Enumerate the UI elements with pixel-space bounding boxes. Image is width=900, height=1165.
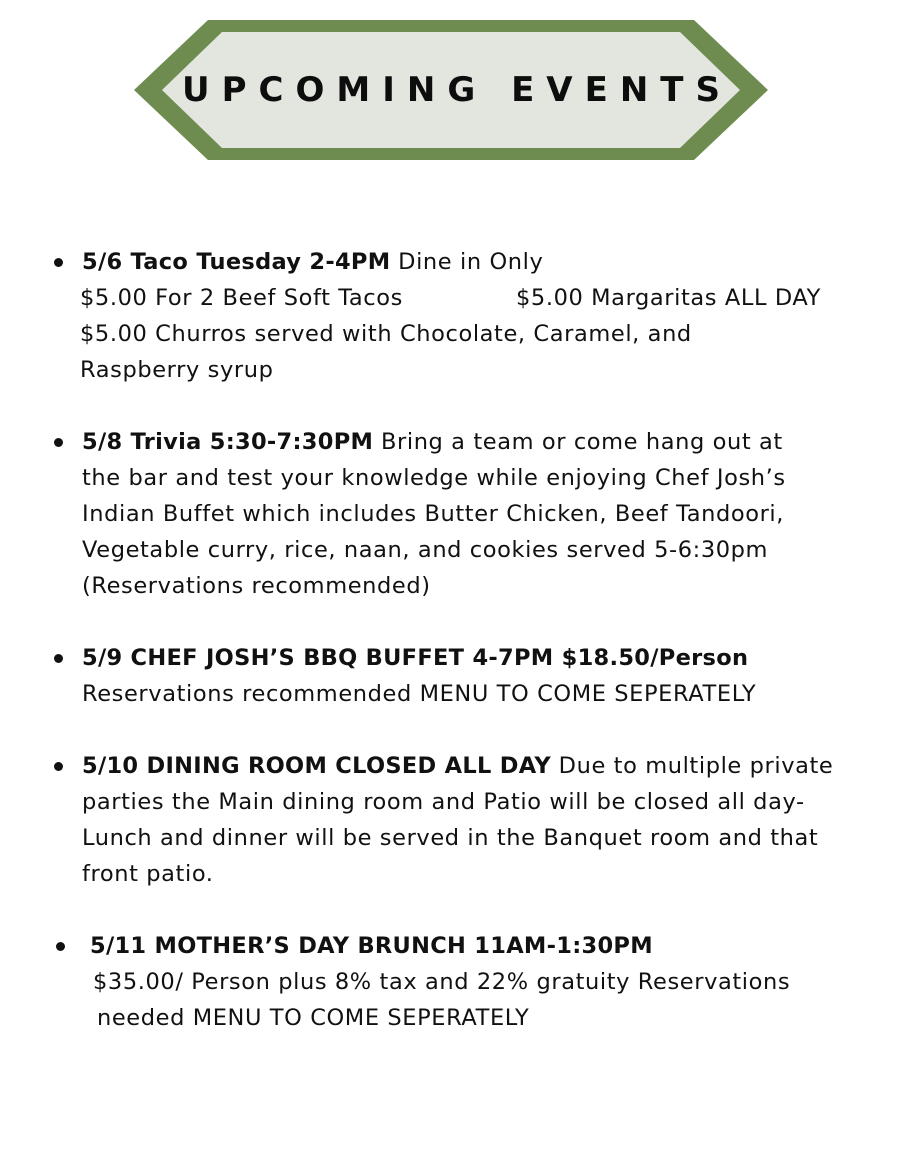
event-line — [82, 748, 833, 784]
event-line: needed MENU TO COME SEPERATELY — [97, 1005, 530, 1031]
bullet-icon — [54, 762, 63, 771]
event-line: $5.00 Margaritas ALL DAY — [516, 285, 822, 311]
event-line — [82, 424, 783, 460]
event-line — [90, 928, 653, 964]
event-line: Lunch and dinner will be served in the Banquet room and that — [82, 825, 819, 851]
event-line: front patio. — [82, 861, 214, 887]
event-line — [82, 244, 543, 280]
event-heading: 5/6 Taco Tuesday 2-4PM — [82, 249, 391, 275]
event-text: Due to multiple private — [550, 753, 834, 779]
event-line: Raspberry syrup — [80, 357, 274, 383]
event-heading: 5/11 MOTHER’S DAY BRUNCH 11AM-1:30PM — [90, 933, 653, 959]
event-line: $5.00 Churros served with Chocolate, Caramel, and — [80, 321, 692, 347]
event-text: Dine in Only — [390, 249, 544, 275]
bullet-icon — [54, 258, 63, 267]
event-line: $35.00/ Person plus 8% tax and 22% gratuity Reservations — [93, 969, 791, 995]
event-line: $5.00 For 2 Beef Soft Tacos — [80, 285, 403, 311]
bullet-icon — [54, 654, 63, 663]
event-line: parties the Main dining room and Patio will be closed all day- — [82, 789, 805, 815]
event-text: Bring a team or come hang out at — [373, 429, 783, 455]
event-line: the bar and test your knowledge while enjoying Chef Josh’s — [82, 465, 786, 491]
event-heading: 5/10 DINING ROOM CLOSED ALL DAY — [82, 753, 551, 779]
bullet-icon — [54, 438, 63, 447]
event-line: (Reservations recommended) — [82, 573, 431, 599]
event-line: Reservations recommended MENU TO COME SEPERATELY — [82, 681, 757, 707]
bullet-icon — [56, 942, 65, 951]
event-line: Indian Buffet which includes Butter Chicken, Beef Tandoori, — [82, 501, 785, 527]
events-banner — [134, 20, 768, 160]
event-heading: 5/8 Trivia 5:30-7:30PM — [82, 429, 374, 455]
event-heading: 5/9 CHEF JOSH’S BBQ BUFFET 4-7PM $18.50/Person — [82, 645, 749, 671]
event-line — [82, 640, 748, 676]
event-line: Vegetable curry, rice, naan, and cookies served 5-6:30pm — [82, 537, 769, 563]
page-title: UPCOMING EVENTS — [182, 70, 732, 110]
